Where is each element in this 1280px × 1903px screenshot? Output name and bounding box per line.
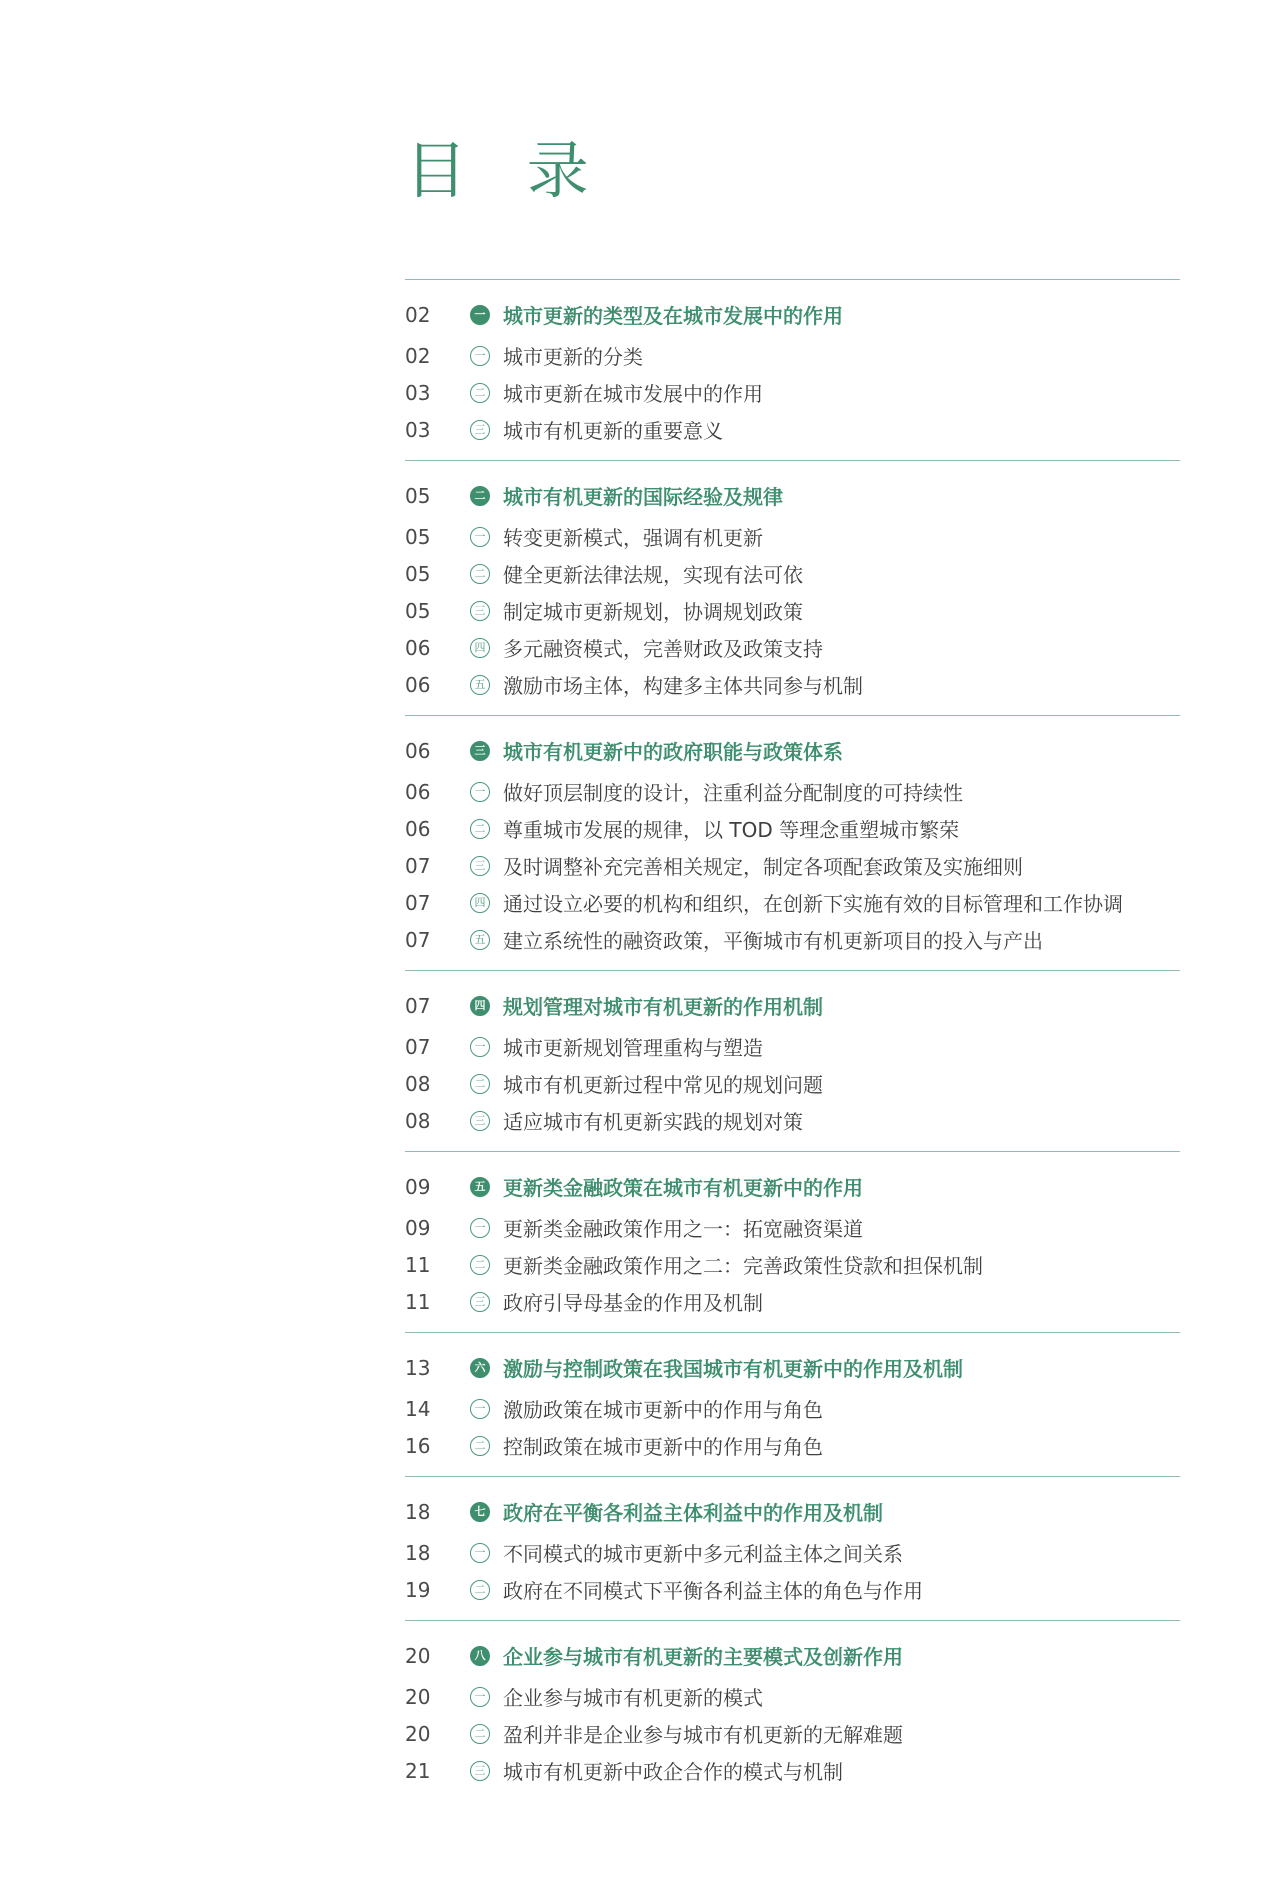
subsection-number-circle: 二 <box>470 1436 490 1456</box>
toc-subsection-entry[interactable] <box>405 337 1180 374</box>
subsection-title: 不同模式的城市更新中多元利益主体之间关系 <box>503 1542 903 1566</box>
chapter-heading: 企业参与城市有机更新的主要模式及创新作用 <box>503 1645 903 1669</box>
subsection-page-number: 11 <box>405 1252 431 1277</box>
subsection-page-number: 08 <box>405 1108 431 1133</box>
subsection-page-number: 05 <box>405 598 431 623</box>
chapter-page-number: 05 <box>405 483 431 508</box>
subsection-page-number: 07 <box>405 890 431 915</box>
chapter-heading: 规划管理对城市有机更新的作用机制 <box>503 995 823 1019</box>
subsection-number-circle: 三 <box>470 1761 490 1781</box>
subsection-page-number: 03 <box>405 380 431 405</box>
toc-chapter-entry[interactable] <box>405 1164 1180 1209</box>
subsection-page-number: 05 <box>405 561 431 586</box>
toc-subsection-entry[interactable] <box>405 810 1180 847</box>
subsection-number-circle: 三 <box>470 420 490 440</box>
subsection-title: 城市有机更新中政企合作的模式与机制 <box>503 1760 843 1784</box>
toc-chapter-entry[interactable] <box>405 983 1180 1028</box>
toc-section <box>405 1151 1180 1332</box>
subsection-page-number: 06 <box>405 779 431 804</box>
subsection-page-number: 08 <box>405 1071 431 1096</box>
subsection-title: 及时调整补充完善相关规定，制定各项配套政策及实施细则 <box>503 855 1023 879</box>
toc-subsection-entry[interactable] <box>405 592 1180 629</box>
toc-subsection-entry[interactable] <box>405 1390 1180 1427</box>
subsection-title: 控制政策在城市更新中的作用与角色 <box>503 1435 823 1459</box>
toc-subsection-entry[interactable] <box>405 1534 1180 1571</box>
chapter-heading: 城市有机更新的国际经验及规律 <box>503 485 783 509</box>
subsection-number-circle: 二 <box>470 1580 490 1600</box>
subsection-number-circle: 三 <box>470 601 490 621</box>
subsection-title: 转变更新模式，强调有机更新 <box>503 526 763 550</box>
toc-subsection-entry[interactable] <box>405 884 1180 921</box>
toc-subsection-entry[interactable] <box>405 1715 1180 1752</box>
subsection-number-circle: 一 <box>470 1037 490 1057</box>
subsection-title: 城市更新规划管理重构与塑造 <box>503 1036 763 1060</box>
toc-section <box>405 715 1180 970</box>
subsection-title: 政府引导母基金的作用及机制 <box>503 1291 763 1315</box>
subsection-page-number: 09 <box>405 1215 431 1240</box>
toc-section <box>405 279 1180 460</box>
subsection-number-circle: 一 <box>470 527 490 547</box>
subsection-title: 城市更新的分类 <box>503 345 643 369</box>
subsection-title: 适应城市有机更新实践的规划对策 <box>503 1110 803 1134</box>
subsection-page-number: 07 <box>405 927 431 952</box>
subsection-title: 更新类金融政策作用之二：完善政策性贷款和担保机制 <box>503 1254 983 1278</box>
subsection-number-circle: 二 <box>470 819 490 839</box>
chapter-page-number: 09 <box>405 1174 431 1199</box>
toc-subsection-entry[interactable] <box>405 411 1180 448</box>
subsection-page-number: 07 <box>405 1034 431 1059</box>
subsection-page-number: 20 <box>405 1721 431 1746</box>
subsection-title: 通过设立必要的机构和组织，在创新下实施有效的目标管理和工作协调 <box>503 892 1123 916</box>
toc-subsection-entry[interactable] <box>405 1283 1180 1320</box>
chapter-heading: 激励与控制政策在我国城市有机更新中的作用及机制 <box>503 1357 963 1381</box>
toc-subsection-entry[interactable] <box>405 1028 1180 1065</box>
toc-subsection-entry[interactable] <box>405 847 1180 884</box>
subsection-title: 政府在不同模式下平衡各利益主体的角色与作用 <box>503 1579 923 1603</box>
chapter-page-number: 13 <box>405 1355 431 1380</box>
chapter-number-badge: 五 <box>470 1177 490 1197</box>
chapter-number-badge: 七 <box>470 1502 490 1522</box>
subsection-title: 城市有机更新的重要意义 <box>503 419 723 443</box>
toc-subsection-entry[interactable] <box>405 773 1180 810</box>
subsection-number-circle: 三 <box>470 1111 490 1131</box>
subsection-title: 激励政策在城市更新中的作用与角色 <box>503 1398 823 1422</box>
toc-chapter-entry[interactable] <box>405 1633 1180 1678</box>
chapter-page-number: 07 <box>405 993 431 1018</box>
subsection-number-circle: 五 <box>470 930 490 950</box>
subsection-number-circle: 一 <box>470 1399 490 1419</box>
subsection-number-circle: 二 <box>470 1255 490 1275</box>
subsection-page-number: 06 <box>405 635 431 660</box>
subsection-title: 城市有机更新过程中常见的规划问题 <box>503 1073 823 1097</box>
toc-subsection-entry[interactable] <box>405 518 1180 555</box>
toc-chapter-entry[interactable] <box>405 473 1180 518</box>
subsection-number-circle: 二 <box>470 564 490 584</box>
subsection-page-number: 11 <box>405 1289 431 1314</box>
toc-subsection-entry[interactable] <box>405 1065 1180 1102</box>
subsection-page-number: 02 <box>405 343 431 368</box>
chapter-heading: 城市更新的类型及在城市发展中的作用 <box>503 304 843 328</box>
toc-subsection-entry[interactable] <box>405 666 1180 703</box>
subsection-number-circle: 三 <box>470 1292 490 1312</box>
chapter-page-number: 02 <box>405 302 431 327</box>
toc-subsection-entry[interactable] <box>405 1102 1180 1139</box>
toc-subsection-entry[interactable] <box>405 1571 1180 1608</box>
subsection-title: 激励市场主体，构建多主体共同参与机制 <box>503 674 863 698</box>
toc-chapter-entry[interactable] <box>405 292 1180 337</box>
subsection-page-number: 05 <box>405 524 431 549</box>
subsection-title: 做好顶层制度的设计，注重利益分配制度的可持续性 <box>503 781 963 805</box>
subsection-title: 更新类金融政策作用之一：拓宽融资渠道 <box>503 1217 863 1241</box>
subsection-number-circle: 二 <box>470 1724 490 1744</box>
subsection-number-circle: 一 <box>470 1218 490 1238</box>
subsection-number-circle: 一 <box>470 1543 490 1563</box>
chapter-number-badge: 一 <box>470 305 490 325</box>
subsection-page-number: 06 <box>405 672 431 697</box>
subsection-title: 建立系统性的融资政策，平衡城市有机更新项目的投入与产出 <box>503 929 1043 953</box>
toc-section <box>405 970 1180 1151</box>
toc-section <box>405 1332 1180 1476</box>
toc-section <box>405 1620 1180 1801</box>
toc-section <box>405 1476 1180 1620</box>
chapter-heading: 政府在平衡各利益主体利益中的作用及机制 <box>503 1501 883 1525</box>
subsection-number-circle: 一 <box>470 346 490 366</box>
chapter-number-badge: 四 <box>470 996 490 1016</box>
subsection-title: 尊重城市发展的规律，以 TOD 等理念重塑城市繁荣 <box>503 818 960 842</box>
chapter-number-badge: 二 <box>470 486 490 506</box>
toc-subsection-entry[interactable] <box>405 1209 1180 1246</box>
subsection-number-circle: 二 <box>470 383 490 403</box>
subsection-number-circle: 三 <box>470 856 490 876</box>
subsection-page-number: 20 <box>405 1684 431 1709</box>
subsection-page-number: 14 <box>405 1396 431 1421</box>
subsection-number-circle: 五 <box>470 675 490 695</box>
subsection-page-number: 03 <box>405 417 431 442</box>
subsection-page-number: 18 <box>405 1540 431 1565</box>
subsection-page-number: 19 <box>405 1577 431 1602</box>
subsection-number-circle: 四 <box>470 638 490 658</box>
toc-subsection-entry[interactable] <box>405 374 1180 411</box>
subsection-page-number: 21 <box>405 1758 431 1783</box>
toc-section <box>405 460 1180 715</box>
subsection-title: 多元融资模式，完善财政及政策支持 <box>503 637 823 661</box>
toc-chapter-entry[interactable] <box>405 1489 1180 1534</box>
chapter-page-number: 06 <box>405 738 431 763</box>
subsection-page-number: 07 <box>405 853 431 878</box>
subsection-number-circle: 四 <box>470 893 490 913</box>
subsection-title: 盈利并非是企业参与城市有机更新的无解难题 <box>503 1723 903 1747</box>
subsection-title: 健全更新法律法规，实现有法可依 <box>503 563 803 587</box>
toc-chapter-entry[interactable] <box>405 1345 1180 1390</box>
toc-subsection-entry[interactable] <box>405 1752 1180 1789</box>
page-title: 目 录 <box>405 134 609 207</box>
subsection-title: 城市更新在城市发展中的作用 <box>503 382 763 406</box>
subsection-title: 企业参与城市有机更新的模式 <box>503 1686 763 1710</box>
toc-subsection-entry[interactable] <box>405 921 1180 958</box>
chapter-heading: 城市有机更新中的政府职能与政策体系 <box>503 740 843 764</box>
subsection-number-circle: 一 <box>470 782 490 802</box>
toc-subsection-entry[interactable] <box>405 1427 1180 1464</box>
toc-subsection-entry[interactable] <box>405 1678 1180 1715</box>
chapter-number-badge: 八 <box>470 1646 490 1666</box>
chapter-number-badge: 六 <box>470 1358 490 1378</box>
chapter-number-badge: 三 <box>470 741 490 761</box>
subsection-number-circle: 二 <box>470 1074 490 1094</box>
toc-subsection-entry[interactable] <box>405 1246 1180 1283</box>
toc-subsection-entry[interactable] <box>405 629 1180 666</box>
table-of-contents <box>405 279 1180 1801</box>
subsection-number-circle: 一 <box>470 1687 490 1707</box>
subsection-page-number: 16 <box>405 1433 431 1458</box>
chapter-page-number: 18 <box>405 1499 431 1524</box>
toc-chapter-entry[interactable] <box>405 728 1180 773</box>
chapter-heading: 更新类金融政策在城市有机更新中的作用 <box>503 1176 863 1200</box>
toc-subsection-entry[interactable] <box>405 555 1180 592</box>
subsection-title: 制定城市更新规划，协调规划政策 <box>503 600 803 624</box>
subsection-page-number: 06 <box>405 816 431 841</box>
chapter-page-number: 20 <box>405 1643 431 1668</box>
